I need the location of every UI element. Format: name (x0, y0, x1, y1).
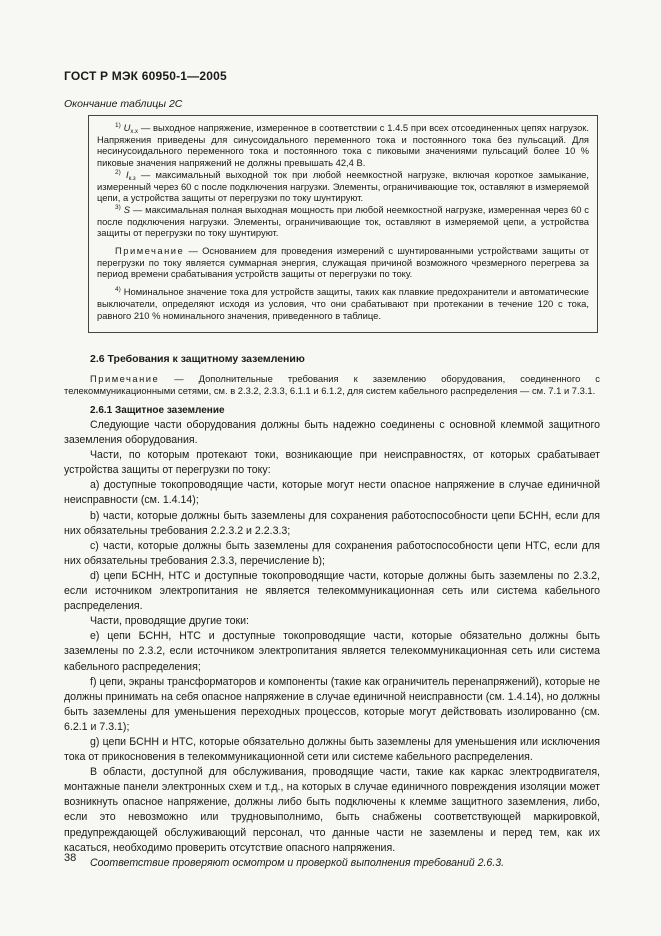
paragraph: Следующие части оборудования должны быть надежно соединены с основной клеммой защитного заземления оборудования. (64, 419, 600, 447)
list-item-d: d) цепи БСНН, НТС и доступные токопроводящие части, которые должны быть заземлены по 2.3.2, если источником электропитания не является телекоммуникационная сеть или система кабельного распределения. (64, 569, 600, 613)
list-item-e: e) цепи БСНН, НТС и доступные токопроводящие части, которые обязательно должны быть заземлены по 2.3.2, если источником электропитания является телекоммуникационная сеть или система кабельного распределения; (64, 630, 600, 673)
list-item-g: g) цепи БСНН и НТС, которые обязательно должны быть заземлены для уменьшения или исключения тока от прикосновения в телекоммуникационной сети или системе кабельного распределения. (64, 735, 600, 764)
list-item-a: a) доступные токопроводящие части, которые могут нести опасное напряжение в случае единичной неисправности (см. 1.4.14); (64, 479, 600, 507)
section-note: Примечание — Дополнительные требования к заземлению оборудования, соединенного с телекоммуникационными сетями, см. в 2.3.2, 2.3.3, 6.1.1 и 6.1.2, для систем кабельного распределения — см. 7.1 и 7.3.1. (64, 373, 600, 396)
footnote-1: $^{1)}$ $U_{х.х}$ — выходное напряжение, измеренное в соответствии с 1.4.5 при всех отсоединенных цепях нагрузок. Напряжения приведены для синусоидального переменного тока и постоянного тока без пульсаций. Для несинусоидального переменного тока и постоянного тока с пиковыми значениями пульсаций более 10 % пиковые значения напряжений не должны превышать 42,4 В. (97, 122, 589, 169)
conformity-statement: Соответствие проверяют осмотром и проверкой выполнения требований 2.6.3. (90, 856, 505, 869)
table-caption: Окончание таблицы 2С (64, 98, 183, 110)
list-item-f: f) цепи, экраны трансформаторов и компоненты (такие как ограничитель перенапряжений), которые не должны принимать на себя опасное напряжение в случае единичной неисправности (см. 1.4.14), но должны быть заземлены для уменьшения переходных процессов, которые могут действовать изолированно (см. 6.2.1 и 7.3.1); (64, 675, 600, 733)
footnote-2: $^{2)}$ $I_{к.з}$ — максимальный выходной ток при любой неемкостной нагрузке, включая короткое замыкание, измеренный через 60 с после подключения нагрузки. Элементы, ограничивающие ток, оставляют в измеряемой цепи, а устройства защиты от перегрузки по току шунтируют. (97, 168, 589, 204)
list-item-c: c) части, которые должны быть заземлены для сохранения работоспособности цепи НТС, если для них обязательны требования 2.3.3, перечисление b); (64, 539, 600, 567)
section-2-6-heading: 2.6 Требования к защитному заземлению (90, 353, 305, 365)
list-item-b: b) части, которые должны быть заземлены для сохранения работоспособности цепи БСНН, если для них обязательны требования 2.2.3.2 и 2.2.3.3; (64, 509, 600, 537)
table-footnotes-box (88, 115, 598, 333)
paragraph: Части, проводящие другие токи: (90, 615, 249, 628)
document-header: ГОСТ Р МЭК 60950-1—2005 (64, 69, 227, 83)
page-number: 38 (64, 852, 77, 864)
footnote-4: $^{4)}$ Номинальное значение тока для устройств защиты, таких как плавкие предохранители и автоматические выключатели, определяют исходя из условия, что они срабатывают при протекании в течение 120 с тока, равного 210 % номинального значения, приведенного в таблице. (97, 286, 589, 321)
paragraph: В области, доступной для обслуживания, проводящие части, такие как каркас электродвигателя, монтажные панели электронных схем и т.д., на которых в случае единичного повреждения изоляции может возникнуть опасное напряжение, должны либо быть подключены к клемме защитного заземления, либо, если это невозможно или трудновыполнимо, быть снабжены соответствующей маркировкой, предупреждающей обслуживающий персонал, что данные части не заземлены и перед тем, как их касаться, необходимо проверить отсутствие опасного напряжения. (64, 766, 600, 854)
paragraph: Части, по которым протекают токи, возникающие при неисправностях, от которых срабатывает устройства защиты от перегрузки по току: (64, 449, 600, 477)
footnote-3: $^{3)}$ S — максимальная полная выходная мощность при любой неемкостной нагрузке, измеренная через 60 с после подключения нагрузки. Элементы, ограничивающие ток, оставляют в измеряемой цепи, а устройства защиты от перегрузки по току шунтируют. (97, 203, 589, 239)
section-2-6-1-heading: 2.6.1 Защитное заземление (90, 405, 225, 416)
footnote-note: Примечание — Основанием для проведения измерений с шунтированными устройствами защиты от перегрузки по току является суммарная энергия, служащая причиной возможного чрезмерного перегрева за период времени срабатывания устройств защиты от перегрузки по току. (97, 245, 589, 280)
main-text (64, 418, 600, 871)
